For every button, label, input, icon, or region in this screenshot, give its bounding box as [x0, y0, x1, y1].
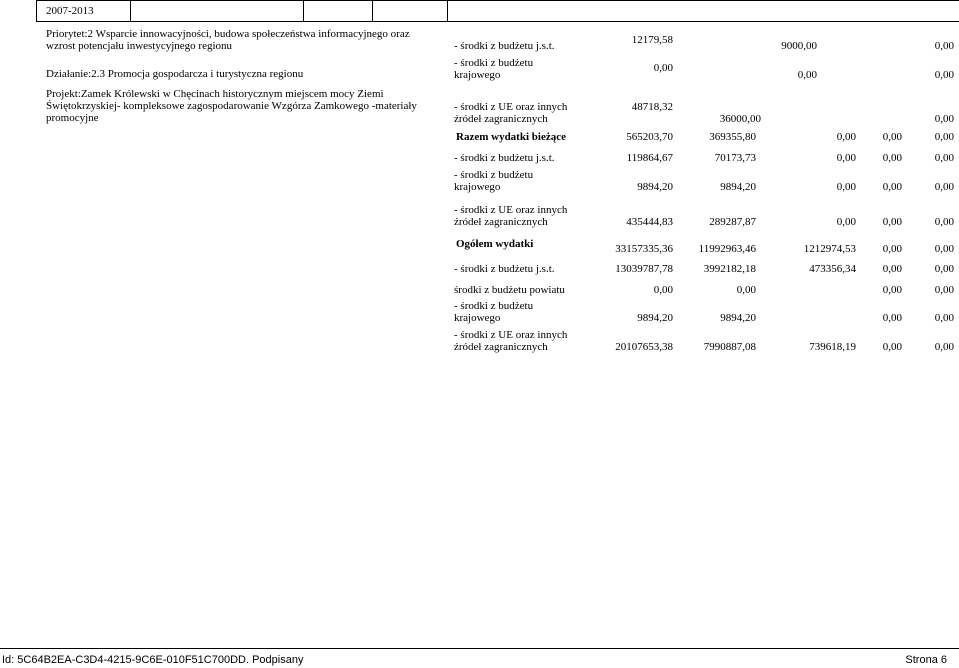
- row9-col2: 3992182,18: [703, 263, 756, 275]
- row7-label-2: źródeł zagranicznych: [454, 216, 548, 228]
- priority-line-1: Priorytet:2 Wsparcie innowacyjności, budowa społeczeństwa informacyjnego oraz: [46, 28, 410, 40]
- row4-col5: 0,00: [934, 131, 954, 143]
- top-border: [36, 0, 959, 1]
- row5-col2: 70173,73: [714, 152, 756, 164]
- action-label: Działanie:2.3 Promocja gospodarcza i turystyczna regionu: [46, 68, 304, 80]
- row8-col2: 11992963,46: [698, 243, 756, 255]
- row6-label-1: - środki z budżetu: [454, 169, 534, 181]
- footer-rule: [0, 648, 959, 649]
- row2-label-1: - środki z budżetu: [454, 57, 534, 69]
- row11-col5: 0,00: [934, 312, 954, 324]
- row3-label-1: - środki z UE oraz innych: [454, 101, 568, 113]
- row8-col1: 33157335,36: [615, 243, 673, 255]
- row9-col3: 473356,34: [809, 263, 856, 275]
- row3-col1: 48718,32: [631, 101, 673, 113]
- row2-label-2: krajowego: [454, 69, 501, 81]
- row10-col4: 0,00: [882, 284, 902, 296]
- row7-col2: 289287,87: [709, 216, 756, 228]
- row1-label: - środki z budżetu j.s.t.: [454, 40, 555, 52]
- row5-col5: 0,00: [934, 152, 954, 164]
- row1-col2: 9000,00: [781, 40, 817, 52]
- row11-label-1: - środki z budżetu: [454, 300, 534, 312]
- row5-col3: 0,00: [836, 152, 856, 164]
- row5-col1: 119864,67: [626, 152, 673, 164]
- row2-col3: 0,00: [934, 69, 954, 81]
- document-id: Id: 5C64B2EA-C3D4-4215-9C6E-010F51C700DD. Podpisany: [2, 654, 304, 666]
- row3-col2: 36000,00: [719, 113, 761, 125]
- row8-label: Ogółem wydatki: [456, 238, 534, 250]
- row7-col1: 435444,83: [626, 216, 673, 228]
- row12-col4: 0,00: [882, 341, 902, 353]
- header-divider-4: [447, 0, 448, 22]
- row4-col2: 369355,80: [709, 131, 756, 143]
- project-line-2: Świętokrzyskiej- kompleksowe zagospodarowanie Wzgórza Zamkowego -materiały: [46, 100, 417, 112]
- row7-col5: 0,00: [934, 216, 954, 228]
- row11-col1: 9894,20: [637, 312, 673, 324]
- priority-line-2: wzrost potencjału inwestycyjnego regionu: [46, 40, 233, 52]
- project-line-3: promocyjne: [46, 112, 99, 124]
- row2-col2: 0,00: [797, 69, 817, 81]
- row9-col5: 0,00: [934, 263, 954, 275]
- row9-label: - środki z budżetu j.s.t.: [454, 263, 555, 275]
- period-label: 2007-2013: [46, 5, 94, 17]
- header-divider-2: [303, 0, 304, 22]
- row5-col4: 0,00: [882, 152, 902, 164]
- row12-col3: 739618,19: [809, 341, 856, 353]
- project-line-1: Projekt:Zamek Królewski w Chęcinach historycznym miejscem mocy Ziemi: [46, 88, 384, 100]
- row5-label: - środki z budżetu j.s.t.: [454, 152, 555, 164]
- row9-col4: 0,00: [882, 263, 902, 275]
- row6-col4: 0,00: [882, 181, 902, 193]
- row4-col1: 565203,70: [626, 131, 673, 143]
- row1-col1: 12179,58: [631, 34, 673, 46]
- row12-label-2: źródeł zagranicznych: [454, 341, 548, 353]
- row12-col1: 20107653,38: [615, 341, 673, 353]
- row6-col5: 0,00: [934, 181, 954, 193]
- left-border: [36, 0, 37, 22]
- row2-col1: 0,00: [653, 62, 673, 74]
- row6-col3: 0,00: [836, 181, 856, 193]
- row11-label-2: krajowego: [454, 312, 501, 324]
- row7-col3: 0,00: [836, 216, 856, 228]
- row8-col3: 1212974,53: [803, 243, 856, 255]
- row10-col2: 0,00: [736, 284, 756, 296]
- row1-col3: 0,00: [934, 40, 954, 52]
- row12-label-1: - środki z UE oraz innych: [454, 329, 568, 341]
- row12-col5: 0,00: [934, 341, 954, 353]
- row6-col2: 9894,20: [720, 181, 756, 193]
- row3-label-2: źródeł zagranicznych: [454, 113, 548, 125]
- row12-col2: 7990887,08: [703, 341, 756, 353]
- row10-label: środki z budżetu powiatu: [454, 284, 565, 296]
- row9-col1: 13039787,78: [615, 263, 673, 275]
- row3-col3: 0,00: [934, 113, 954, 125]
- row7-col4: 0,00: [882, 216, 902, 228]
- row8-col4: 0,00: [882, 243, 902, 255]
- page-number: Strona 6: [905, 654, 947, 666]
- row4-col4: 0,00: [882, 131, 902, 143]
- header-bottom-border: [36, 21, 959, 22]
- row7-label-1: - środki z UE oraz innych: [454, 204, 568, 216]
- row4-col3: 0,00: [836, 131, 856, 143]
- row11-col4: 0,00: [882, 312, 902, 324]
- header-divider-1: [130, 0, 131, 22]
- row11-col2: 9894,20: [720, 312, 756, 324]
- row6-label-2: krajowego: [454, 181, 501, 193]
- row10-col5: 0,00: [934, 284, 954, 296]
- header-divider-3: [372, 0, 373, 22]
- row4-label: Razem wydatki bieżące: [456, 131, 566, 143]
- row10-col1: 0,00: [653, 284, 673, 296]
- row6-col1: 9894,20: [637, 181, 673, 193]
- row8-col5: 0,00: [934, 243, 954, 255]
